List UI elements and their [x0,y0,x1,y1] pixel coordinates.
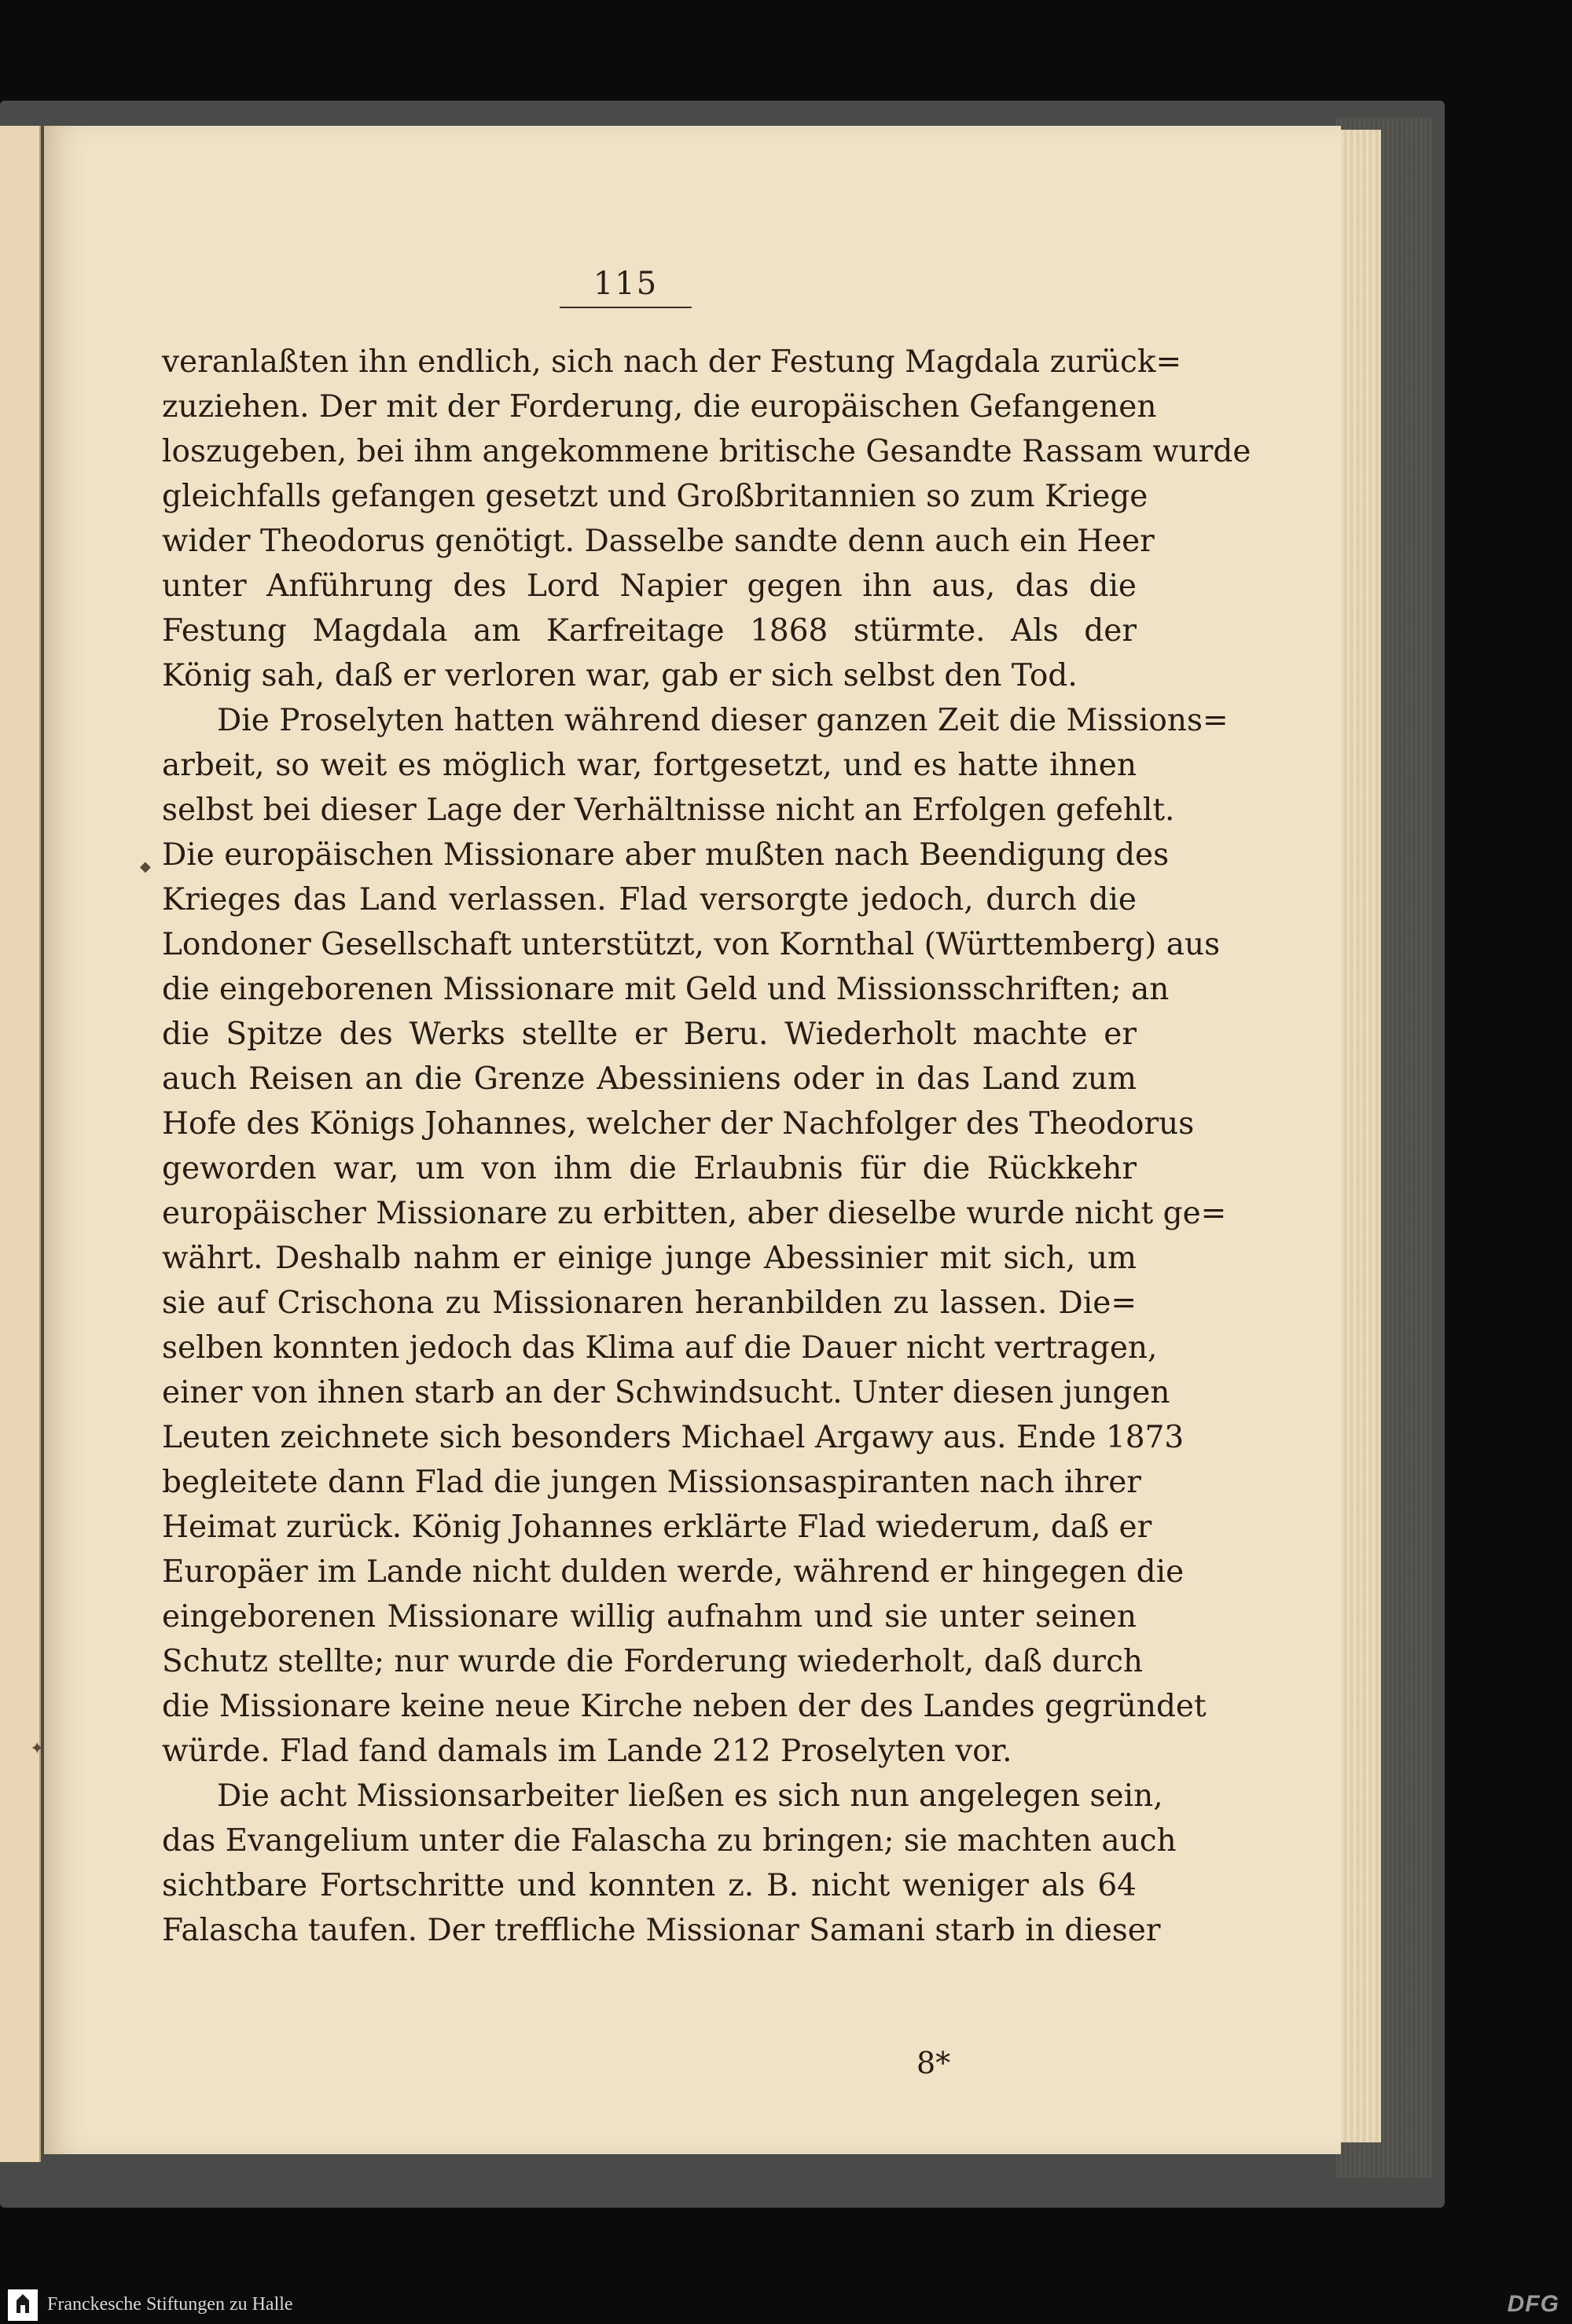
text-line: währt. Deshalb nahm er einige junge Abessinier mit sich, um [162,1241,1137,1276]
text-line: zuziehen. Der mit der Forderung, die europäischen Gefangenen [162,389,1157,425]
text-line: eingeborenen Missionare willig aufnahm und sie unter seinen [162,1599,1137,1635]
text-line: Krieges das Land verlassen. Flad versorgte jedoch, durch die [162,882,1137,917]
text-line: König sah, daß er verloren war, gab er sich selbst den Tod. [162,658,1078,693]
book-page [44,126,1341,2154]
text-line: die Missionare keine neue Kirche neben der des Landes gegründet [162,1689,1207,1724]
text-line: selbst bei dieser Lage der Verhältnisse nicht an Erfolgen gefehlt. [162,792,1175,828]
text-line: Schutz stellte; nur wurde die Forderung wiederholt, daß durch [162,1644,1144,1679]
text-line: Leuten zeichnete sich besonders Michael Argawy aus. Ende 1873 [162,1420,1185,1455]
text-line: wider Theodorus genötigt. Dasselbe sandte denn auch ein Heer [162,524,1155,559]
text-line: geworden war, um von ihm die Erlaubnis für die Rückkehr [162,1151,1137,1186]
text-line: Die Proselyten hatten während dieser ganzen Zeit die Missions= [217,703,1229,738]
text-line: Londoner Gesellschaft unterstützt, von Kornthal (Württemberg) aus [162,927,1221,962]
text-line: gleichfalls gefangen gesetzt und Großbritannien so zum Kriege [162,479,1148,514]
text-line: Festung Magdala am Karfreitage 1868 stürmte. Als der [162,613,1137,649]
text-line: Falascha taufen. Der treffliche Missionar Samani starb in dieser [162,1913,1161,1948]
institution-logo-icon [8,2289,38,2321]
footer-bar [0,2286,1572,2324]
page-number-rule [560,307,692,308]
text-line: sichtbare Fortschritte und konnten z. B. nicht weniger als 64 [162,1868,1137,1903]
text-line: loszugeben, bei ihm angekommene britische Gesandte Rassam wurde [162,434,1251,469]
text-line: begleitete dann Flad die jungen Missionsaspiranten nach ihrer [162,1465,1141,1500]
dfg-logo: DFG [1507,2291,1559,2317]
text-line: europäischer Missionare zu erbitten, aber dieselbe wurde nicht ge= [162,1196,1227,1231]
text-line: Hofe des Königs Johannes, welcher der Nachfolger des Theodorus [162,1106,1195,1142]
text-line: die Spitze des Werks stellte er Beru. Wiederholt machte er [162,1017,1137,1052]
page-number: 115 [593,266,659,302]
margin-mark-icon: ✦ [30,1739,45,1759]
text-line: Die acht Missionsarbeiter ließen es sich nun angelegen sein, [217,1778,1163,1814]
text-line: Heimat zurück. König Johannes erklärte Flad wiederum, daß er [162,1509,1152,1545]
text-line: selben konnten jedoch das Klima auf die Dauer nicht vertragen, [162,1330,1158,1366]
margin-mark-icon: ◆ [140,859,151,875]
signature-mark: 8* [916,2046,951,2080]
body-text [162,340,1251,1953]
text-line: einer von ihnen starb an der Schwindsucht. Unter diesen jungen [162,1375,1170,1410]
text-line: veranlaßten ihn endlich, sich nach der Festung Magdala zurück= [162,344,1182,380]
text-line: die eingeborenen Missionare mit Geld und Missionsschriften; an [162,972,1170,1007]
text-line: Die europäischen Missionare aber mußten nach Beendigung des [162,837,1170,873]
text-line: unter Anführung des Lord Napier gegen ihn aus, das die [162,568,1137,604]
text-line: sie auf Crischona zu Missionaren heranbilden zu lassen. Die= [162,1285,1137,1321]
text-line: das Evangelium unter die Falascha zu bringen; sie machten auch [162,1823,1177,1859]
text-line: würde. Flad fand damals im Lande 212 Proselyten vor. [162,1734,1012,1769]
text-line: arbeit, so weit es möglich war, fortgesetzt, und es hatte ihnen [162,748,1137,783]
text-line: auch Reisen an die Grenze Abessiniens oder in das Land zum [162,1061,1137,1097]
text-line: Europäer im Lande nicht dulden werde, während er hingegen die [162,1554,1185,1590]
footer-institution: Franckesche Stiftungen zu Halle [47,2294,293,2315]
left-page-edge [0,126,41,2162]
